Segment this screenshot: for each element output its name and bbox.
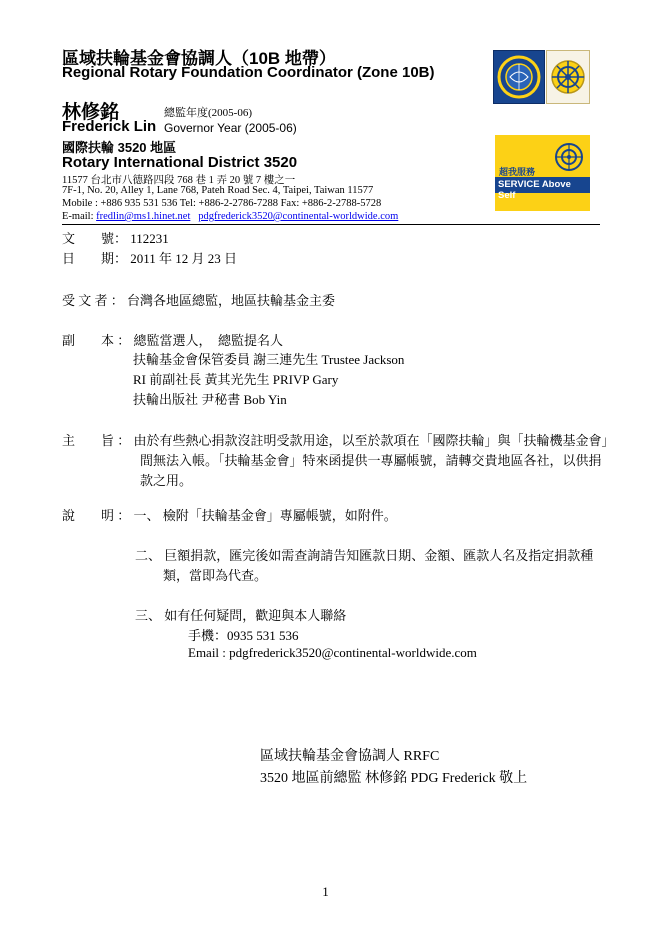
date-value: 2011 年 12 月 23 日 (130, 251, 238, 266)
reference-number: 112231 (130, 231, 169, 246)
phone-fax-line: Mobile : +886 935 531 536 Tel: +886-2-2786-7288 Fax: +886-2-2788-5728 (62, 198, 382, 209)
date-row (62, 248, 237, 267)
explanation-item-2-line-2: 類，當即為代查。 (163, 568, 268, 583)
explanation-item-1-number: 一、 (133, 508, 160, 523)
service-above-self-text: SERVICE Above Self (498, 179, 571, 201)
explanation-item-2-line-1: 巨額捐款，匯完後如需查詢請告知匯款日期、金額、匯款人名及指定捐款種 (164, 548, 594, 563)
recipient-row (62, 290, 335, 309)
recipient-value: 台灣各地區總監，地區扶輪基金主委 (127, 293, 336, 308)
cc-line-3: RI 前副社長 黃其光先生 PRIVP Gary (133, 372, 339, 387)
explanation-item-3-text: 如有任何疑問，歡迎與本人聯絡 (164, 608, 347, 623)
signature-line-2: 3520 地區前總監 林修銘 PDG Frederick 敬上 (260, 771, 528, 786)
rotary-wheel-icon (547, 51, 589, 103)
address-chinese: 11577 台北市八德路四段 768 巷 1 弄 20 號 7 樓之一 (62, 175, 296, 186)
page-number: 1 (322, 884, 329, 899)
contact-mobile: 手機：0935 531 536 (188, 628, 299, 643)
explanation-item-2 (135, 545, 593, 564)
email-link-hinet[interactable]: fredlin@ms1.hinet.net (96, 211, 191, 222)
name-chinese: 林修銘 (62, 102, 120, 123)
cc-line-4: 扶輪出版社 尹秘書 Bob Yin (133, 392, 287, 407)
cc-line-2: 扶輪基金會保管委員 謝三連先生 Trustee Jackson (133, 352, 405, 367)
header-divider (62, 224, 600, 225)
governor-year-english: Governor Year (2005-06) (164, 121, 297, 135)
service-above-self-logo (495, 135, 590, 211)
explanation-row (62, 505, 397, 524)
rotary-foundation-logo (493, 50, 545, 104)
email-line (62, 211, 398, 222)
address-english: 7F-1, No. 20, Alley 1, Lane 768, Pateh Road Sec. 4, Taipei, Taiwan 11577 (62, 185, 374, 196)
email-label: E-mail: (62, 211, 97, 222)
subject-line-3: 款之用。 (140, 473, 193, 488)
header-title-chinese: 區域扶輪基金會協調人（10B 地帶） (62, 49, 336, 68)
explanation-item-3 (135, 605, 346, 624)
explanation-label: 說 明 ： (62, 508, 131, 523)
reference-label: 文 號： (62, 231, 128, 246)
header-title-english: Regional Rotary Foundation Coordinator (Zone 10B) (62, 64, 435, 81)
explanation-item-3-number: 三、 (135, 608, 162, 623)
signature-line-1: 區域扶輪基金會協調人 RRFC (260, 749, 440, 764)
district-english: Rotary International District 3520 (62, 154, 298, 171)
cc-label: 副 本 ： (62, 333, 131, 348)
contact-email: Email : pdgfrederick3520@continental-worldwide.com (188, 645, 477, 660)
subject-line-2: 間無法入帳。「扶輪基金會」特來函提供一專屬帳號，請轉交貴地區各社，以供捐 (140, 453, 602, 468)
subject-line-1: 由於有些熱心捐款沒註明受款用途，以至於款項在「國際扶輪」與「扶輪機基金會」 (133, 433, 615, 448)
district-chinese: 國際扶輪 3520 地區 (62, 140, 177, 155)
email-link-continental[interactable]: pdgfrederick3520@continental-worldwide.com (198, 211, 399, 222)
name-english: Frederick Lin (62, 118, 157, 135)
cc-line-1: 總監當選人， 總監提名人 (133, 333, 284, 348)
recipient-label: 受 文 者 ： (62, 293, 124, 308)
subject-label: 主 旨 ： (62, 433, 131, 448)
explanation-item-2-number: 二、 (135, 548, 162, 563)
governor-year-chinese: 總監年度(2005-06) (164, 107, 252, 119)
rotary-wheel-logo (546, 50, 590, 104)
cc-row (62, 330, 283, 349)
date-label: 日 期： (62, 251, 128, 266)
rotary-foundation-emblem-icon (494, 51, 544, 103)
explanation-item-1-text: 檢附「扶輪基金會」專屬帳號，如附件。 (162, 508, 397, 523)
service-above-self-chinese: 超我服務 (499, 167, 536, 177)
rotary-wheel-small-icon (553, 141, 585, 173)
reference-row (62, 228, 169, 247)
subject-row (62, 430, 615, 449)
